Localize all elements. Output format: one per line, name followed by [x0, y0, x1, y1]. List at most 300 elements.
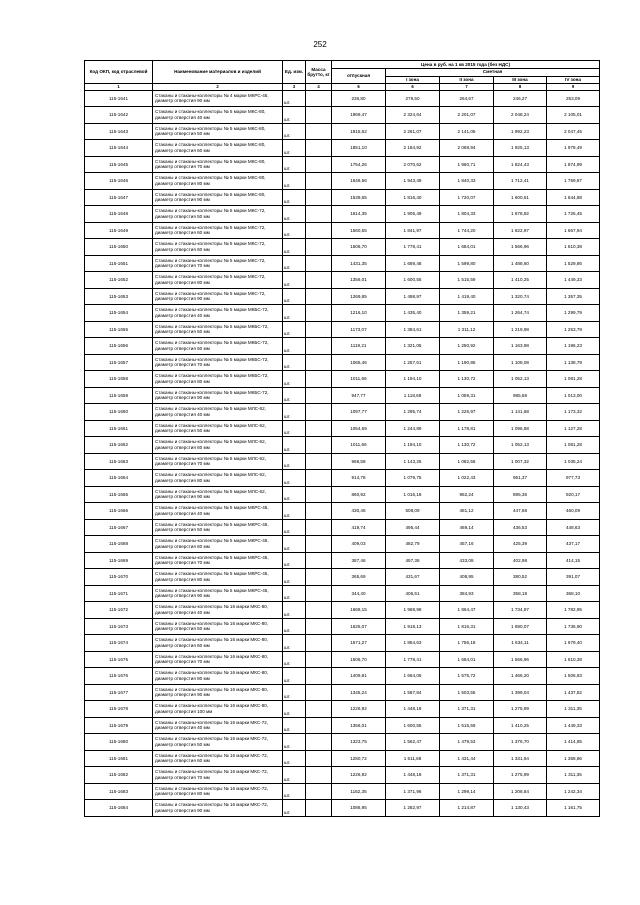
zone4-price-cell: 1 357,35	[547, 288, 600, 305]
release-price-cell: 1226,92	[332, 767, 386, 784]
zone2-price-cell: 264,67	[440, 90, 494, 107]
unit-cell: шт.	[283, 173, 306, 190]
release-price-cell: 1065,46	[332, 354, 386, 371]
zone4-price-cell: 1 610,38	[547, 239, 600, 256]
table-row	[85, 800, 600, 817]
code-cell: 115-1658	[85, 371, 153, 388]
table-row	[85, 783, 600, 800]
zone2-price-cell: 1 359,21	[440, 305, 494, 322]
table-row	[85, 618, 600, 635]
zone2-price-cell: 2 141,05	[440, 123, 494, 140]
table-row	[85, 437, 600, 454]
code-cell: 115-1645	[85, 156, 153, 173]
column-number: 6	[332, 84, 386, 90]
unit-cell: шт.	[283, 519, 306, 536]
zone3-price-cell: 1 600,51	[494, 189, 547, 206]
mass-cell	[306, 486, 332, 503]
mass-cell	[306, 585, 332, 602]
zone2-price-cell: 1 371,31	[440, 701, 494, 718]
zone1-price-cell: 1 689,48	[386, 255, 440, 272]
zone2-price-cell: 457,16	[440, 536, 494, 553]
code-cell: 115-1665	[85, 486, 153, 503]
zone3-price-cell: 380,52	[494, 569, 547, 586]
release-price-cell: 1280,72	[332, 750, 386, 767]
table-row	[85, 387, 600, 404]
zone4-price-cell: 1 644,88	[547, 189, 600, 206]
zone3-price-cell: 2 048,24	[494, 107, 547, 124]
zone3-price-cell: 1 466,20	[494, 668, 547, 685]
zone3-price-cell: 1 410,25	[494, 717, 547, 734]
zone1-price-cell: 508,09	[386, 503, 440, 520]
unit-cell: шт.	[283, 717, 306, 734]
table-row	[85, 255, 600, 272]
zone1-price-cell: 1 143,25	[386, 453, 440, 470]
header-unit: Ед. изм.	[283, 61, 306, 84]
name-cell: Стаканы и стаканы-коллекторы № 5 марки МКБС-72, диаметр отверстия 60 мм	[153, 338, 283, 355]
release-price-cell: 1097,77	[332, 404, 386, 421]
zone4-price-cell: 2 047,45	[547, 123, 600, 140]
zone1-price-cell: 457,36	[386, 552, 440, 569]
name-cell: Стаканы и стаканы-коллекторы № 5 марки МКБС-72, диаметр отверстия 90 мм	[153, 387, 283, 404]
name-cell: Стаканы и стаканы-коллекторы № 5 марки МКС-80, диаметр отверстия 70 мм	[153, 156, 283, 173]
table-row	[85, 156, 600, 173]
code-cell: 115-1654	[85, 305, 153, 322]
release-price-cell: 1571,27	[332, 635, 386, 652]
table-row	[85, 173, 600, 190]
zone4-price-cell: 920,17	[547, 486, 600, 503]
zone2-price-cell: 1 311,12	[440, 321, 494, 338]
code-cell: 115-1657	[85, 354, 153, 371]
release-price-cell: 1409,81	[332, 668, 386, 685]
zone1-price-cell: 495,44	[386, 519, 440, 536]
name-cell: Стаканы и стаканы-коллекторы № 5 марки МКС-72, диаметр отверстия 80 мм	[153, 272, 283, 289]
zone2-price-cell: 384,93	[440, 585, 494, 602]
unit-cell: шт.	[283, 684, 306, 701]
zone3-price-cell: 1 712,41	[494, 173, 547, 190]
zone3-price-cell: 1 320,74	[494, 288, 547, 305]
mass-cell	[306, 420, 332, 437]
release-price-cell: 1011,66	[332, 437, 386, 454]
name-cell: Стаканы и стаканы-коллекторы № 5 марки МКБС-72, диаметр отверстия 70 мм	[153, 354, 283, 371]
mass-cell	[306, 684, 332, 701]
release-price-cell: 430,46	[332, 503, 386, 520]
code-cell: 115-1653	[85, 288, 153, 305]
mass-cell	[306, 437, 332, 454]
mass-cell	[306, 800, 332, 817]
zone2-price-cell: 1 744,20	[440, 222, 494, 239]
release-price-cell: 365,69	[332, 569, 386, 586]
name-cell: Стаканы и стаканы-коллекторы № 5 марки МЛС-62, диаметр отверстия 60 мм	[153, 437, 283, 454]
zone3-price-cell: 1 488,60	[494, 255, 547, 272]
code-cell: 115-1682	[85, 767, 153, 784]
release-price-cell: 1345,24	[332, 684, 386, 701]
zone2-price-cell: 1 419,40	[440, 288, 494, 305]
zone1-price-cell: 1 968,98	[386, 602, 440, 619]
name-cell: Стаканы и стаканы-коллекторы № 5 марки МЛС-62, диаметр отверстия 40 мм	[153, 404, 283, 421]
zone4-price-cell: 1 081,28	[547, 371, 600, 388]
unit-cell: шт.	[283, 140, 306, 157]
zone4-price-cell: 1 725,45	[547, 206, 600, 223]
zone2-price-cell: 962,24	[440, 486, 494, 503]
zone1-price-cell: 1 448,18	[386, 701, 440, 718]
code-cell: 115-1641	[85, 90, 153, 107]
release-price-cell: 236,80	[332, 90, 386, 107]
zone3-price-cell: 1 824,43	[494, 156, 547, 173]
table-row	[85, 585, 600, 602]
name-cell: Стаканы и стаканы-коллекторы № 5 марки МКС-80, диаметр отверстия 40 мм	[153, 107, 283, 124]
zone1-price-cell: 406,51	[386, 585, 440, 602]
code-cell: 115-1673	[85, 618, 153, 635]
table-row	[85, 470, 600, 487]
zone4-price-cell: 1 759,87	[547, 173, 600, 190]
release-price-cell: 1011,66	[332, 371, 386, 388]
release-price-cell: 1226,92	[332, 701, 386, 718]
zone4-price-cell: 368,10	[547, 585, 600, 602]
unit-cell: шт.	[283, 288, 306, 305]
zone2-price-cell: 1 840,33	[440, 173, 494, 190]
name-cell: Стаканы и стаканы-коллекторы № 5 марки МКС-72, диаметр отверстия 90 мм	[153, 288, 283, 305]
zone3-price-cell: 1 108,08	[494, 354, 547, 371]
code-cell: 115-1684	[85, 800, 153, 817]
mass-cell	[306, 156, 332, 173]
unit-cell: шт.	[283, 503, 306, 520]
mass-cell	[306, 717, 332, 734]
mass-cell	[306, 371, 332, 388]
zone4-price-cell: 1 242,34	[547, 783, 600, 800]
code-cell: 115-1667	[85, 519, 153, 536]
zone3-price-cell: 1 678,92	[494, 206, 547, 223]
name-cell: Стаканы и стаканы-коллекторы № 5 марки МКБС-72, диаметр отверстия 80 мм	[153, 371, 283, 388]
name-cell: Стаканы и стаканы-коллекторы № 16 марки МКС-72, диаметр отверстия 70 мм	[153, 767, 283, 784]
release-price-cell: 344,40	[332, 585, 386, 602]
mass-cell	[306, 404, 332, 421]
release-price-cell: 947,77	[332, 387, 386, 404]
zone3-price-cell: 1 566,96	[494, 651, 547, 668]
zone1-price-cell: 1 079,75	[386, 470, 440, 487]
unit-cell: шт.	[283, 255, 306, 272]
zone3-price-cell: 1 376,70	[494, 734, 547, 751]
zone4-price-cell: 1 506,83	[547, 668, 600, 685]
zone2-price-cell: 1 130,72	[440, 437, 494, 454]
table-row	[85, 750, 600, 767]
table-row	[85, 767, 600, 784]
name-cell: Стаканы и стаканы-коллекторы № 16 марки МКС-80, диаметр отверстия 90 мм	[153, 684, 283, 701]
mass-cell	[306, 569, 332, 586]
zone3-price-cell: 1 208,84	[494, 783, 547, 800]
mass-cell	[306, 602, 332, 619]
name-cell: Стаканы и стаканы-коллекторы № 5 марки МКС-72, диаметр отверстия 60 мм	[153, 222, 283, 239]
column-number: 6	[386, 84, 440, 90]
table-row	[85, 651, 600, 668]
table-row	[85, 189, 600, 206]
header-release: отпускная	[332, 68, 386, 84]
zone2-price-cell: 433,08	[440, 552, 494, 569]
zone4-price-cell: 1 035,24	[547, 453, 600, 470]
release-price-cell: 1539,65	[332, 189, 386, 206]
zone3-price-cell: 1 925,13	[494, 140, 547, 157]
zone3-price-cell: 402,98	[494, 552, 547, 569]
zone3-price-cell: 951,37	[494, 470, 547, 487]
zone1-price-cell: 1 918,13	[386, 618, 440, 635]
mass-cell	[306, 239, 332, 256]
zone2-price-cell: 1 515,59	[440, 272, 494, 289]
code-cell: 115-1670	[85, 569, 153, 586]
zone4-price-cell: 1 529,86	[547, 255, 600, 272]
unit-cell: шт.	[283, 668, 306, 685]
mass-cell	[306, 272, 332, 289]
zone2-price-cell: 481,12	[440, 503, 494, 520]
code-cell: 115-1683	[85, 783, 153, 800]
unit-cell: шт.	[283, 552, 306, 569]
unit-cell: шт.	[283, 387, 306, 404]
unit-cell: шт.	[283, 239, 306, 256]
table-row	[85, 453, 600, 470]
zone1-price-cell: 2 070,62	[386, 156, 440, 173]
release-price-cell: 387,46	[332, 552, 386, 569]
mass-cell	[306, 519, 332, 536]
name-cell: Стаканы и стаканы-коллекторы № 5 марки МЛС-62, диаметр отверстия 50 мм	[153, 420, 283, 437]
unit-cell: шт.	[283, 305, 306, 322]
zone4-price-cell: 1 449,33	[547, 717, 600, 734]
name-cell: Стаканы и стаканы-коллекторы № 16 марки МКС-72, диаметр отверстия 40 мм	[153, 717, 283, 734]
zone3-price-cell: 1 264,74	[494, 305, 547, 322]
zone3-price-cell: 1 141,68	[494, 404, 547, 421]
zone1-price-cell: 1 854,63	[386, 635, 440, 652]
zone1-price-cell: 1 600,55	[386, 717, 440, 734]
name-cell: Стаканы и стаканы-коллекторы № 5 марки МКБС-72, диаметр отверстия 50 мм	[153, 321, 283, 338]
table-row	[85, 684, 600, 701]
zone4-price-cell: 1 782,95	[547, 602, 600, 619]
zone1-price-cell: 1 295,74	[386, 404, 440, 421]
code-cell: 115-1644	[85, 140, 153, 157]
unit-cell: шт.	[283, 420, 306, 437]
table-row	[85, 486, 600, 503]
release-price-cell: 860,92	[332, 486, 386, 503]
release-price-cell: 1506,70	[332, 239, 386, 256]
name-cell: Стаканы и стаканы-коллекторы № 5 марки МКС-72, диаметр отверстия 60 мм	[153, 239, 283, 256]
zone3-price-cell: 1 130,43	[494, 800, 547, 817]
zone1-price-cell: 482,79	[386, 536, 440, 553]
unit-cell: шт.	[283, 635, 306, 652]
zone2-price-cell: 1 599,80	[440, 255, 494, 272]
code-cell: 115-1643	[85, 123, 153, 140]
mass-cell	[306, 387, 332, 404]
name-cell: Стаканы и стаканы-коллекторы № 16 марки МКС-80, диаметр отверстия 40 мм	[153, 602, 283, 619]
zone4-price-cell: 1 253,79	[547, 321, 600, 338]
mass-cell	[306, 668, 332, 685]
zone1-price-cell: 1 448,18	[386, 767, 440, 784]
release-price-cell: 1269,85	[332, 288, 386, 305]
zone4-price-cell: 1 196,23	[547, 338, 600, 355]
zone4-price-cell: 2 105,01	[547, 107, 600, 124]
mass-cell	[306, 90, 332, 107]
zone1-price-cell: 1 511,68	[386, 750, 440, 767]
zone2-price-cell: 1 299,14	[440, 783, 494, 800]
mass-cell	[306, 734, 332, 751]
name-cell: Стаканы и стаканы-коллекторы № 5 марки МКРС-45, диаметр отверстия 50 мм	[153, 519, 283, 536]
column-number: 4	[306, 84, 332, 90]
unit-cell: шт.	[283, 206, 306, 223]
zone4-price-cell: 1 081,28	[547, 437, 600, 454]
zone4-price-cell: 1 161,75	[547, 800, 600, 817]
zone4-price-cell: 1 311,35	[547, 767, 600, 784]
zone3-price-cell: 1 566,96	[494, 239, 547, 256]
zone1-price-cell: 1 562,47	[386, 734, 440, 751]
code-cell: 115-1671	[85, 585, 153, 602]
zone1-price-cell: 2 324,64	[386, 107, 440, 124]
release-price-cell: 1560,55	[332, 222, 386, 239]
name-cell: Стаканы и стаканы-коллекторы № 16 марки МКС-80, диаметр отверстия 50 мм	[153, 618, 283, 635]
code-cell: 115-1660	[85, 404, 153, 421]
table-row	[85, 569, 600, 586]
zone3-price-cell: 1 275,99	[494, 701, 547, 718]
table-row	[85, 272, 600, 289]
zone3-price-cell: 358,18	[494, 585, 547, 602]
table-row	[85, 206, 600, 223]
name-cell: Стаканы и стаканы-коллекторы № 5 марки МКС-72, диаметр отверстия 50 мм	[153, 206, 283, 223]
name-cell: Стаканы и стаканы-коллекторы № 5 марки МКРС-45, диаметр отверстия 40 мм	[153, 503, 283, 520]
zone4-price-cell: 1 449,33	[547, 272, 600, 289]
column-number: 7	[440, 84, 494, 90]
unit-cell: шт.	[283, 569, 306, 586]
unit-cell: шт.	[283, 602, 306, 619]
unit-cell: шт.	[283, 338, 306, 355]
name-cell: Стаканы и стаканы-коллекторы № 5 марки МКС-72, диаметр отверстия 70 мм	[153, 255, 283, 272]
code-cell: 115-1677	[85, 684, 153, 701]
zone1-price-cell: 431,67	[386, 569, 440, 586]
zone2-price-cell: 1 431,44	[440, 750, 494, 767]
mass-cell	[306, 651, 332, 668]
zone2-price-cell: 1 756,18	[440, 635, 494, 652]
zone2-price-cell: 1 059,31	[440, 387, 494, 404]
code-cell: 115-1672	[85, 602, 153, 619]
unit-cell: шт.	[283, 800, 306, 817]
mass-cell	[306, 470, 332, 487]
code-cell: 115-1664	[85, 470, 153, 487]
name-cell: Стаканы и стаканы-коллекторы № 5 марки МЛС-62, диаметр отверстия 70 мм	[153, 453, 283, 470]
code-cell: 115-1659	[85, 387, 153, 404]
mass-cell	[306, 503, 332, 520]
release-price-cell: 409,03	[332, 536, 386, 553]
zone2-price-cell: 2 068,94	[440, 140, 494, 157]
price-table	[84, 60, 600, 817]
name-cell: Стаканы и стаканы-коллекторы № 16 марки МКС-72, диаметр отверстия 90 мм	[153, 800, 283, 817]
name-cell: Стаканы и стаканы-коллекторы № 5 марки МКРС-45, диаметр отверстия 90 мм	[153, 585, 283, 602]
zone2-price-cell: 1 130,72	[440, 371, 494, 388]
zone2-price-cell: 1 804,33	[440, 206, 494, 223]
name-cell: Стаканы и стаканы-коллекторы № 5 марки МКРС-45, диаметр отверстия 80 мм	[153, 569, 283, 586]
name-cell: Стаканы и стаканы-коллекторы № 5 марки МЛС-62, диаметр отверстия 90 мм	[153, 486, 283, 503]
zone1-price-cell: 1 664,05	[386, 668, 440, 685]
code-cell: 115-1662	[85, 437, 153, 454]
header-estimate: Сметная	[386, 68, 600, 76]
zone1-price-cell: 1 841,97	[386, 222, 440, 239]
mass-cell	[306, 552, 332, 569]
code-cell: 115-1647	[85, 189, 153, 206]
release-price-cell: 1969,47	[332, 107, 386, 124]
unit-cell: шт.	[283, 222, 306, 239]
zone1-price-cell: 1 194,10	[386, 371, 440, 388]
zone3-price-cell: 1 052,13	[494, 437, 547, 454]
header-zone-1: I зона	[386, 76, 440, 84]
zone3-price-cell: 1 275,99	[494, 767, 547, 784]
unit-cell: шт.	[283, 371, 306, 388]
zone3-price-cell: 1 163,98	[494, 338, 547, 355]
column-number: 9	[547, 84, 600, 90]
zone4-price-cell: 1 311,35	[547, 701, 600, 718]
zone3-price-cell: 436,53	[494, 519, 547, 536]
zone1-price-cell: 1 282,97	[386, 800, 440, 817]
unit-cell: шт.	[283, 404, 306, 421]
code-cell: 115-1678	[85, 701, 153, 718]
zone3-price-cell: 1 096,88	[494, 420, 547, 437]
code-cell: 115-1650	[85, 239, 153, 256]
table-row	[85, 354, 600, 371]
table-row	[85, 420, 600, 437]
unit-cell: шт.	[283, 618, 306, 635]
zone3-price-cell: 1 410,25	[494, 272, 547, 289]
zone2-price-cell: 1 720,07	[440, 189, 494, 206]
zone1-price-cell: 1 778,41	[386, 651, 440, 668]
zone4-price-cell: 391,07	[547, 569, 600, 586]
zone3-price-cell: 1 052,13	[494, 371, 547, 388]
table-row	[85, 288, 600, 305]
mass-cell	[306, 750, 332, 767]
table-row	[85, 519, 600, 536]
zone1-price-cell: 279,50	[386, 90, 440, 107]
header-zone-4: IV зона	[547, 76, 600, 84]
zone2-price-cell: 1 022,43	[440, 470, 494, 487]
table-row	[85, 536, 600, 553]
zone2-price-cell: 1 503,55	[440, 684, 494, 701]
name-cell: Стаканы и стаканы-коллекторы № 5 марки МКРС-45, диаметр отверстия 60 мм	[153, 536, 283, 553]
zone1-price-cell: 1 321,05	[386, 338, 440, 355]
unit-cell: шт.	[283, 123, 306, 140]
release-price-cell: 1086,95	[332, 800, 386, 817]
name-cell: Стаканы и стаканы-коллекторы № 16 марки МКС-72, диаметр отверстия 50 мм	[153, 734, 283, 751]
zone3-price-cell: 1 219,98	[494, 321, 547, 338]
table-row	[85, 717, 600, 734]
zone1-price-cell: 1 244,89	[386, 420, 440, 437]
code-cell: 115-1679	[85, 717, 153, 734]
zone3-price-cell: 1 622,97	[494, 222, 547, 239]
zone4-price-cell: 1 138,79	[547, 354, 600, 371]
mass-cell	[306, 140, 332, 157]
unit-cell: шт.	[283, 189, 306, 206]
zone4-price-cell: 1 874,99	[547, 156, 600, 173]
unit-cell: шт.	[283, 585, 306, 602]
name-cell: Стаканы и стаканы-коллекторы № 5 марки МКС-80, диаметр отверстия 60 мм	[153, 140, 283, 157]
unit-cell: шт.	[283, 536, 306, 553]
zone4-price-cell: 1 736,90	[547, 618, 600, 635]
zone4-price-cell: 1 013,00	[547, 387, 600, 404]
name-cell: Стаканы и стаканы-коллекторы № 5 марки МКС-80, диаметр отверстия 50 мм	[153, 123, 283, 140]
header-zone-2: II зона	[440, 76, 494, 84]
code-cell: 115-1666	[85, 503, 153, 520]
mass-cell	[306, 305, 332, 322]
release-price-cell: 1431,35	[332, 255, 386, 272]
mass-cell	[306, 354, 332, 371]
zone4-price-cell: 1 173,32	[547, 404, 600, 421]
mass-cell	[306, 701, 332, 718]
zone2-price-cell: 1 250,92	[440, 338, 494, 355]
zone1-price-cell: 2 184,92	[386, 140, 440, 157]
zone1-price-cell: 1 435,40	[386, 305, 440, 322]
zone2-price-cell: 1 575,72	[440, 668, 494, 685]
table-row	[85, 338, 600, 355]
zone3-price-cell: 985,68	[494, 387, 547, 404]
mass-cell	[306, 189, 332, 206]
